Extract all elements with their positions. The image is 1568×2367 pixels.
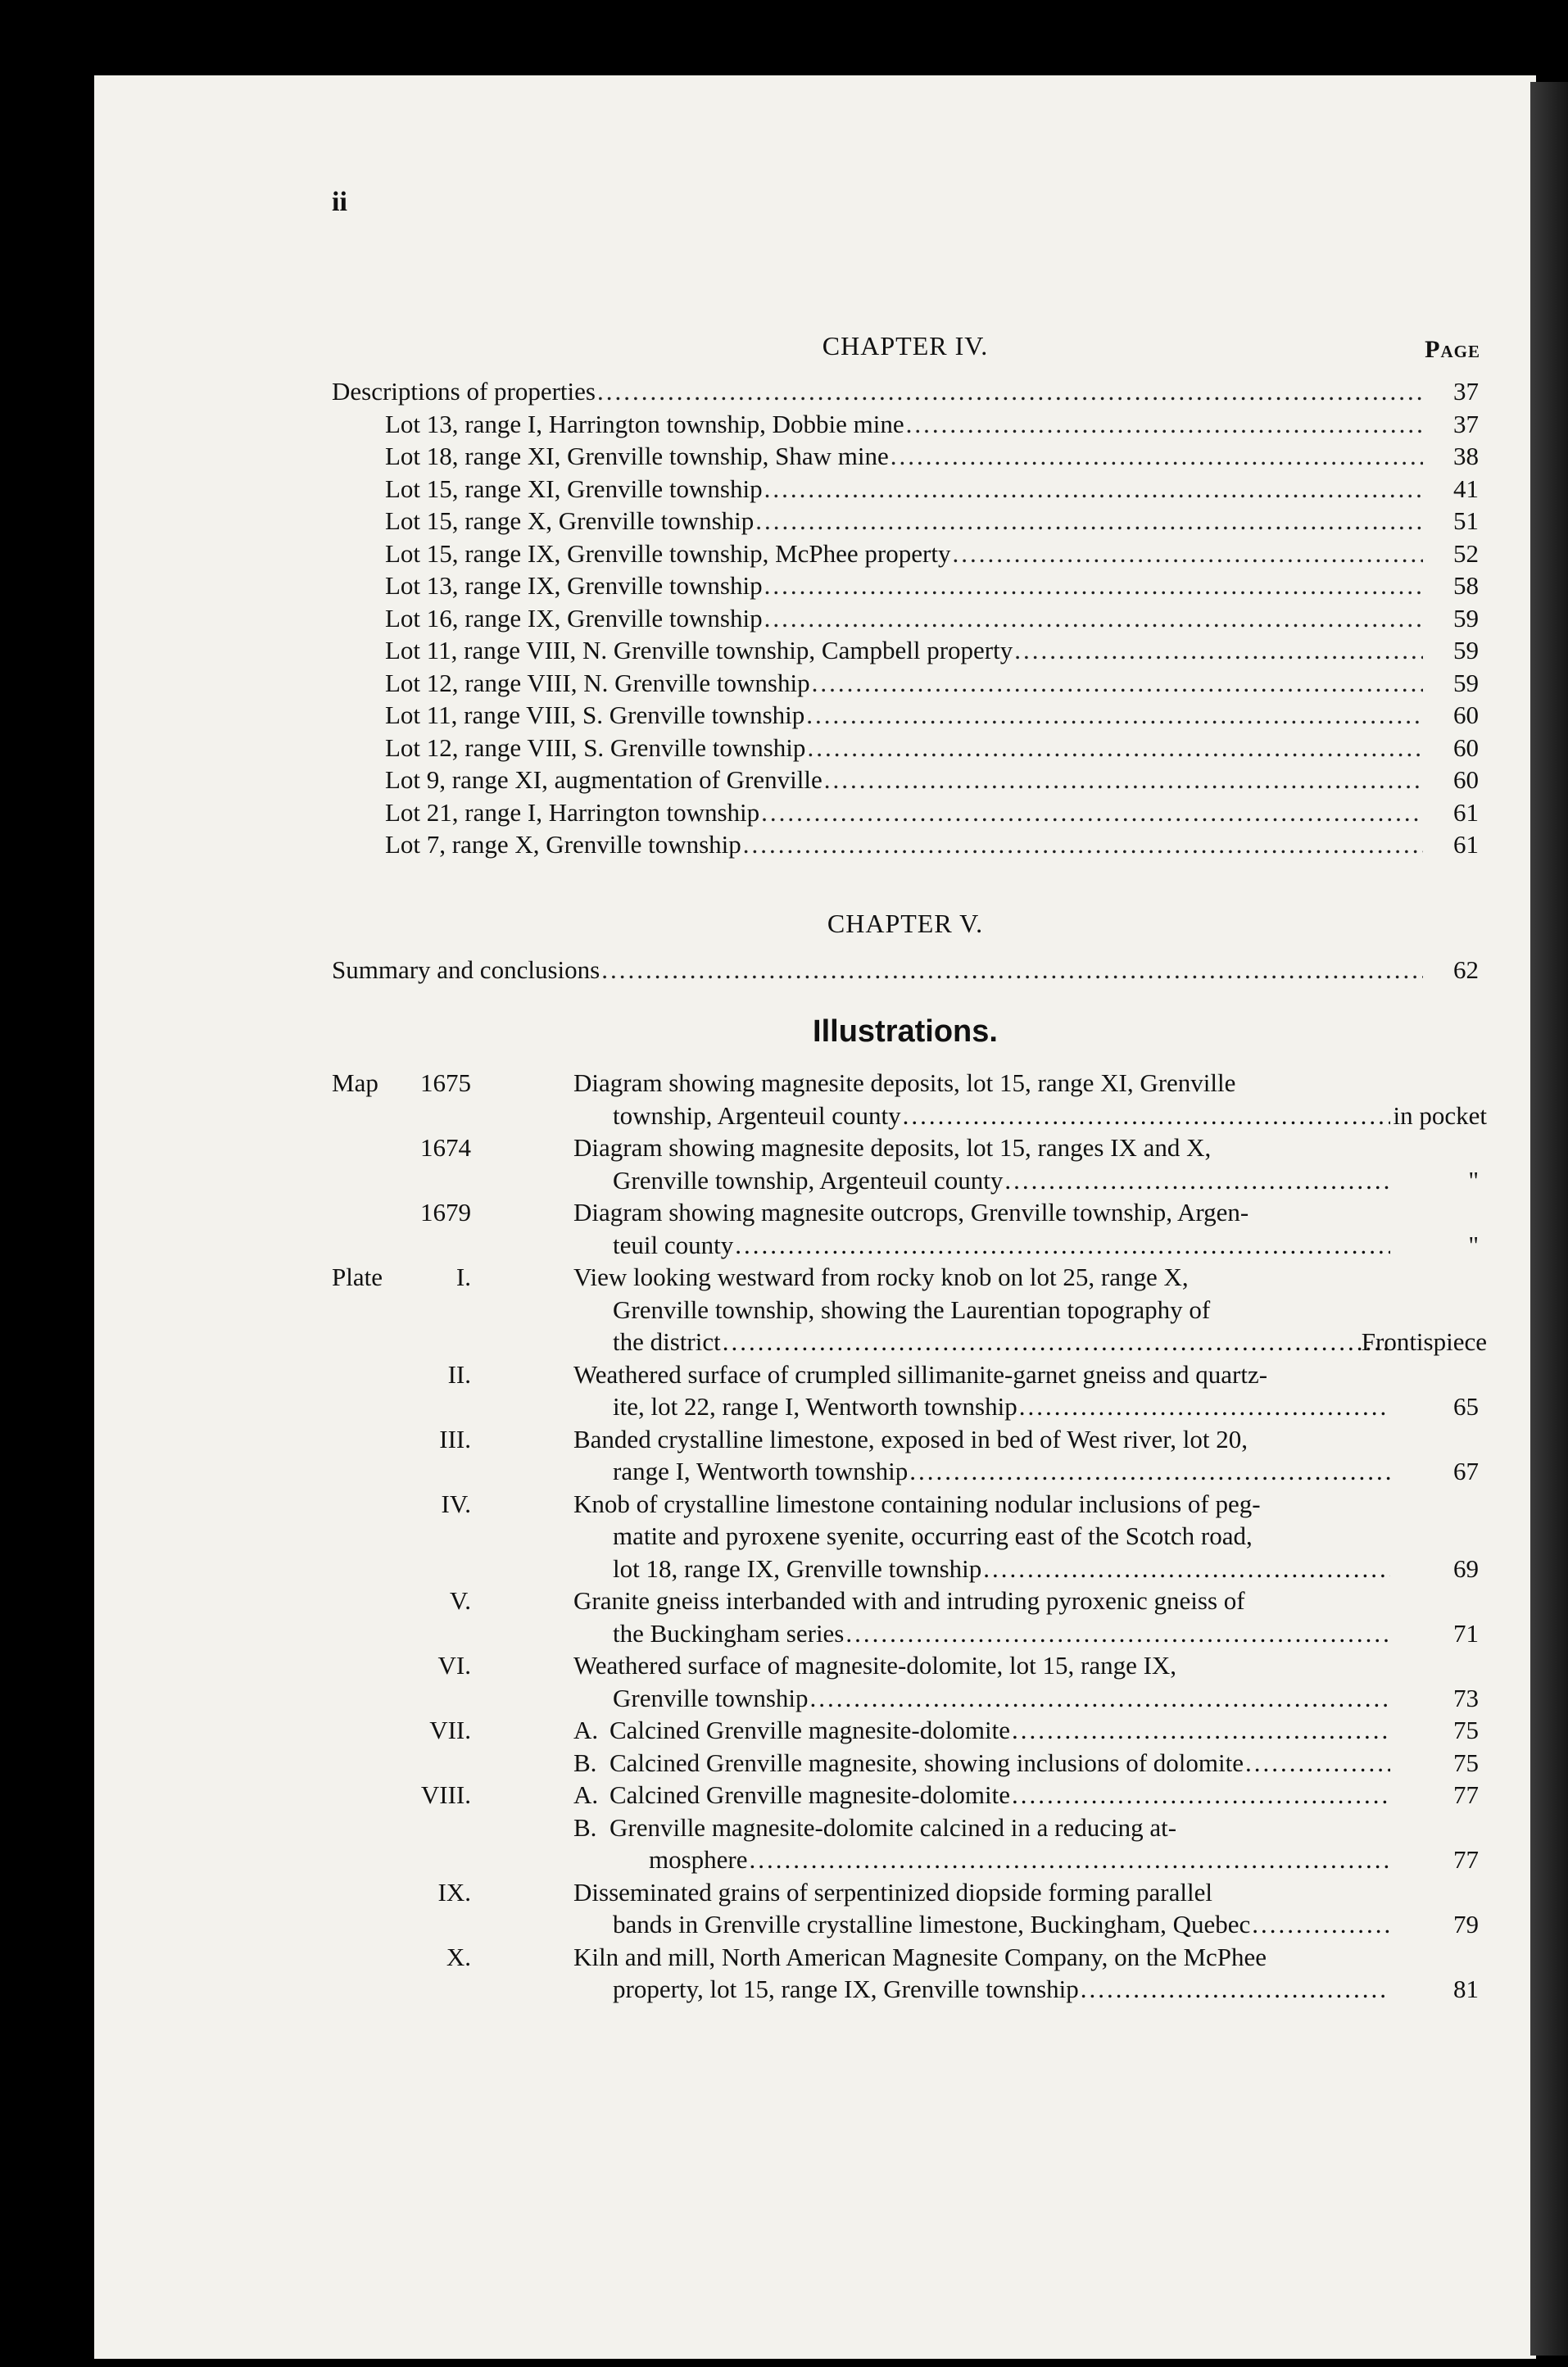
caption-last-line: [610, 1779, 1397, 1812]
chapter-5-heading: [332, 908, 1479, 944]
dot-leader: [1081, 1973, 1390, 2006]
toc-entry-page: 59: [1453, 668, 1479, 697]
illustration-number: I.: [455, 1263, 471, 1291]
caption-last-text: township, Argenteuil county: [613, 1100, 901, 1130]
illustration-page: in pocket: [1393, 1100, 1487, 1130]
toc-entry-title: Lot 12, range VIII, S. Grenville township: [385, 732, 806, 762]
caption-last-text: Calcined Grenville magnesite-dolomite: [610, 1716, 1010, 1744]
dot-leader: [1012, 1779, 1390, 1812]
caption-last-line: [573, 1455, 1397, 1488]
toc-entry: [332, 473, 1479, 506]
toc-entry: [332, 408, 1479, 441]
toc-entry-title: Summary and conclusions: [332, 955, 600, 984]
toc-entry-title: Lot 11, range VIII, N. Grenville township, Campbell property: [385, 636, 1013, 664]
illustration-caption: [573, 1131, 1397, 1196]
dot-leader: [1019, 1390, 1390, 1423]
chapter-4-heading: [332, 330, 1479, 366]
toc-entry-page: 41: [1453, 474, 1479, 503]
chapter-5-entries: [332, 954, 1479, 986]
toc-entry: [332, 828, 1479, 861]
caption-last-line: [573, 1100, 1397, 1132]
toc-entry-title: Lot 9, range XI, augmentation of Grenville: [385, 765, 823, 794]
illustration-number: IV.: [441, 1489, 471, 1518]
illustration-page: 73: [1453, 1683, 1479, 1712]
toc-entry-page: 60: [1453, 732, 1479, 762]
caption-line: Weathered surface of crumpled sillimanite-garnet gneiss and quartz-: [573, 1359, 1268, 1389]
caption-last-text: Grenville township, Argenteuil county: [613, 1165, 1004, 1195]
caption-last-text: Calcined Grenville magnesite, showing inclusions of dolomite: [610, 1748, 1244, 1777]
illustration-page: ": [1468, 1165, 1479, 1195]
illustration-page: 75: [1453, 1748, 1479, 1777]
illustration-page: 77: [1453, 1780, 1479, 1809]
toc-entry-title: Lot 16, range IX, Grenville township: [385, 603, 763, 633]
caption-last-line: [610, 1747, 1397, 1780]
caption-last-text: lot 18, range IX, Grenville township: [613, 1553, 982, 1583]
illustration-number: IX.: [437, 1877, 471, 1907]
toc-entry-page: 59: [1453, 636, 1479, 664]
toc-entry-title: Descriptions of properties: [332, 377, 596, 406]
toc-entry-page: 59: [1453, 603, 1479, 633]
illustration-caption: [573, 1649, 1397, 1714]
dot-leader: [806, 699, 1423, 732]
illustration-number: 1675: [420, 1068, 471, 1097]
illustration-number: X.: [446, 1942, 471, 1971]
illustration-page: 77: [1453, 1845, 1479, 1874]
toc-entry-page: 62: [1453, 955, 1479, 984]
toc-entry: [332, 699, 1479, 732]
toc-entry: [332, 764, 1479, 796]
caption-last-text: property, lot 15, range IX, Grenville township: [613, 1975, 1079, 2003]
caption-last-text: ite, lot 22, range I, Wentworth township: [613, 1392, 1017, 1421]
toc-entry-title: Lot 15, range IX, Grenville township, McPhee property: [385, 538, 951, 568]
toc-entry: [332, 375, 1479, 408]
chapter-4-title: CHAPTER IV.: [822, 331, 989, 360]
dot-leader: [764, 473, 1423, 506]
caption-last-line: [573, 1617, 1397, 1650]
dot-leader: [597, 375, 1423, 408]
illustration-entry: [332, 1747, 1479, 1780]
toc-entry-title: Lot 15, range XI, Grenville township: [385, 474, 763, 503]
caption-last-line: [573, 1553, 1397, 1585]
dot-leader: [1012, 1714, 1390, 1747]
illustration-entry: [332, 1358, 1479, 1423]
toc-entry-page: 37: [1453, 409, 1479, 438]
illustration-page: 81: [1453, 1975, 1479, 2003]
page-number: ii: [332, 187, 347, 217]
illustration-number: V.: [449, 1586, 471, 1615]
dot-leader: [1252, 1908, 1390, 1941]
toc-entry: [332, 537, 1479, 570]
illustrations-list: [332, 1067, 1487, 2006]
caption-last-text: teuil county: [613, 1230, 734, 1259]
dot-leader: [952, 537, 1423, 570]
illustrations-title: Illustrations.: [813, 1014, 998, 1049]
caption-last-text: Calcined Grenville magnesite-dolomite: [610, 1780, 1010, 1809]
illustration-caption: [573, 1423, 1397, 1488]
illustration-caption: [610, 1714, 1397, 1747]
illustration-entry: [332, 1585, 1479, 1649]
illustration-caption: [573, 1358, 1397, 1423]
illustration-kind-label: Plate: [332, 1263, 383, 1291]
toc-entry: [332, 505, 1479, 537]
caption-line: Granite gneiss interbanded with and intruding pyroxenic gneiss of: [573, 1586, 1245, 1615]
illustration-number: II.: [447, 1359, 471, 1389]
illustration-page: Frontispiece: [1361, 1327, 1487, 1356]
dot-leader: [601, 954, 1423, 986]
toc-entry: [332, 732, 1479, 764]
illustration-page: 65: [1453, 1392, 1479, 1421]
caption-last-text: the district: [613, 1327, 721, 1356]
illustration-number: 1674: [420, 1133, 471, 1162]
caption-line: Weathered surface of magnesite-dolomite, lot 15, range IX,: [573, 1651, 1177, 1680]
toc-entry-page: 52: [1453, 538, 1479, 568]
caption-line: Diagram showing magnesite deposits, lot 15, range XI, Grenville: [573, 1068, 1236, 1097]
toc-entry: [332, 569, 1479, 602]
dot-leader: [735, 1229, 1390, 1262]
illustration-page: 75: [1453, 1716, 1479, 1744]
toc-entry-page: 38: [1453, 442, 1479, 470]
caption-line: Kiln and mill, North American Magnesite Company, on the McPhee: [573, 1942, 1267, 1971]
illustration-entry: [332, 1423, 1479, 1488]
illustration-entry: [332, 1941, 1479, 2006]
caption-line: matite and pyroxene syenite, occurring east of the Scotch road,: [613, 1521, 1253, 1550]
toc-entry-title: Lot 15, range X, Grenville township: [385, 506, 755, 535]
caption-last-line: [610, 1714, 1397, 1747]
toc-entry: [332, 440, 1479, 473]
caption-last-text: mosphere: [649, 1845, 748, 1874]
illustration-number: VI.: [437, 1651, 471, 1680]
caption-line: Knob of crystalline limestone containing nodular inclusions of peg-: [573, 1489, 1261, 1518]
caption-last-line: [610, 1843, 1397, 1876]
illustration-sub-letter: A.: [573, 1716, 599, 1744]
toc-entry-title: Lot 18, range XI, Grenville township, Shaw mine: [385, 442, 889, 470]
caption-last-line: [573, 1390, 1397, 1423]
caption-line: Diagram showing magnesite deposits, lot 15, ranges IX and X,: [573, 1133, 1212, 1162]
caption-last-text: bands in Grenville crystalline limestone, Buckingham, Quebec: [613, 1910, 1251, 1938]
dot-leader: [824, 764, 1423, 796]
toc-entry-page: 60: [1453, 765, 1479, 794]
toc-entry-title: Lot 12, range VIII, N. Grenville township: [385, 668, 810, 697]
chapter-5-title: CHAPTER V.: [827, 909, 984, 938]
dot-leader: [755, 505, 1423, 537]
toc-entry-title: Lot 7, range X, Grenville township: [385, 830, 741, 859]
toc-entry: [332, 796, 1479, 829]
caption-last-line: [573, 1908, 1397, 1941]
dot-leader: [807, 732, 1423, 764]
dot-leader: [845, 1617, 1390, 1650]
page-edge-shadow: [1530, 82, 1568, 2356]
dot-leader: [743, 828, 1423, 861]
illustration-entry: [332, 1876, 1479, 1941]
illustration-page: 67: [1453, 1457, 1479, 1485]
caption-line: Diagram showing magnesite outcrops, Grenville township, Argen-: [573, 1198, 1249, 1227]
toc-entry-page: 60: [1453, 701, 1479, 729]
illustration-caption: [573, 1196, 1397, 1261]
caption-last-text: Grenville township: [613, 1683, 809, 1712]
illustration-caption: [573, 1585, 1397, 1649]
illustration-entry: [332, 1488, 1479, 1585]
caption-line: Grenville magnesite-dolomite calcined in a reducing at-: [610, 1812, 1177, 1842]
dot-leader: [903, 1100, 1390, 1132]
illustration-caption: [573, 1941, 1397, 2006]
toc-entry-page: 61: [1453, 797, 1479, 827]
illustration-number: III.: [439, 1424, 471, 1453]
toc-entry: [332, 954, 1479, 986]
toc-entry: [332, 602, 1479, 635]
caption-last-line: [573, 1229, 1397, 1262]
toc-entry-title: Lot 13, range I, Harrington township, Dobbie mine: [385, 409, 904, 438]
caption-last-line: [573, 1973, 1397, 2006]
dot-leader: [764, 569, 1423, 602]
caption-last-text: range I, Wentworth township: [613, 1457, 909, 1485]
toc-entry: [332, 667, 1479, 700]
toc-entry-title: Lot 11, range VIII, S. Grenville township: [385, 701, 805, 729]
dot-leader: [1004, 1164, 1390, 1197]
caption-last-text: the Buckingham series: [613, 1618, 845, 1648]
illustration-page: 69: [1453, 1553, 1479, 1583]
chapter-4-entries: [332, 375, 1479, 861]
illustration-entry: [332, 1196, 1479, 1261]
dot-leader: [1014, 634, 1423, 667]
caption-last-line: [573, 1682, 1397, 1715]
toc-entry-page: 37: [1453, 377, 1479, 406]
dot-leader: [764, 602, 1423, 635]
illustration-sub-letter: B.: [573, 1748, 597, 1777]
toc-entry-title: Lot 21, range I, Harrington township: [385, 797, 760, 827]
toc-entry-page: 51: [1453, 506, 1479, 535]
illustration-entry: [332, 1714, 1479, 1747]
illustration-caption: [573, 1488, 1397, 1585]
dot-leader: [810, 1682, 1391, 1715]
dot-leader: [761, 796, 1423, 829]
illustration-caption: [610, 1812, 1397, 1876]
illustration-page: ": [1468, 1230, 1479, 1259]
dot-leader: [723, 1326, 1390, 1358]
illustration-entry: [332, 1812, 1479, 1876]
illustration-number: VII.: [429, 1716, 471, 1744]
illustration-caption: [573, 1067, 1397, 1131]
dot-leader: [906, 408, 1423, 441]
toc-entry: [332, 634, 1479, 667]
illustration-caption: [610, 1779, 1397, 1812]
illustration-kind-label: Map: [332, 1068, 378, 1097]
toc-entry-title: Lot 13, range IX, Grenville township: [385, 571, 763, 600]
illustration-sub-letter: A.: [573, 1780, 599, 1809]
illustration-caption: [573, 1876, 1397, 1941]
caption-line: Grenville township, showing the Laurentian topography of: [613, 1295, 1211, 1324]
illustration-entry: [332, 1779, 1479, 1812]
illustration-entry: [332, 1649, 1479, 1714]
toc-entry-page: 61: [1453, 830, 1479, 859]
dot-leader: [890, 440, 1423, 473]
dot-leader: [909, 1455, 1390, 1488]
illustration-entry: [332, 1131, 1479, 1196]
dot-leader: [812, 667, 1423, 700]
illustration-caption: [610, 1747, 1397, 1780]
illustration-page: 71: [1453, 1618, 1479, 1648]
caption-line: View looking westward from rocky knob on lot 25, range X,: [573, 1263, 1189, 1291]
page-column-header: Page: [1425, 336, 1480, 363]
dot-leader: [983, 1553, 1390, 1585]
illustration-page: 79: [1453, 1910, 1479, 1938]
caption-last-line: [573, 1326, 1397, 1358]
caption-last-line: [573, 1164, 1397, 1197]
illustration-number: 1679: [420, 1198, 471, 1227]
toc-entry-page: 58: [1453, 571, 1479, 600]
caption-line: Banded crystalline limestone, exposed in bed of West river, lot 20,: [573, 1424, 1249, 1453]
illustration-caption: [573, 1261, 1397, 1358]
dot-leader: [750, 1843, 1390, 1876]
illustration-entry: [332, 1261, 1487, 1358]
dot-leader: [1245, 1747, 1390, 1780]
caption-line: Disseminated grains of serpentinized diopside forming parallel: [573, 1877, 1212, 1907]
illustration-entry: [332, 1067, 1487, 1131]
illustration-number: VIII.: [420, 1780, 471, 1809]
illustration-sub-letter: B.: [573, 1812, 597, 1842]
